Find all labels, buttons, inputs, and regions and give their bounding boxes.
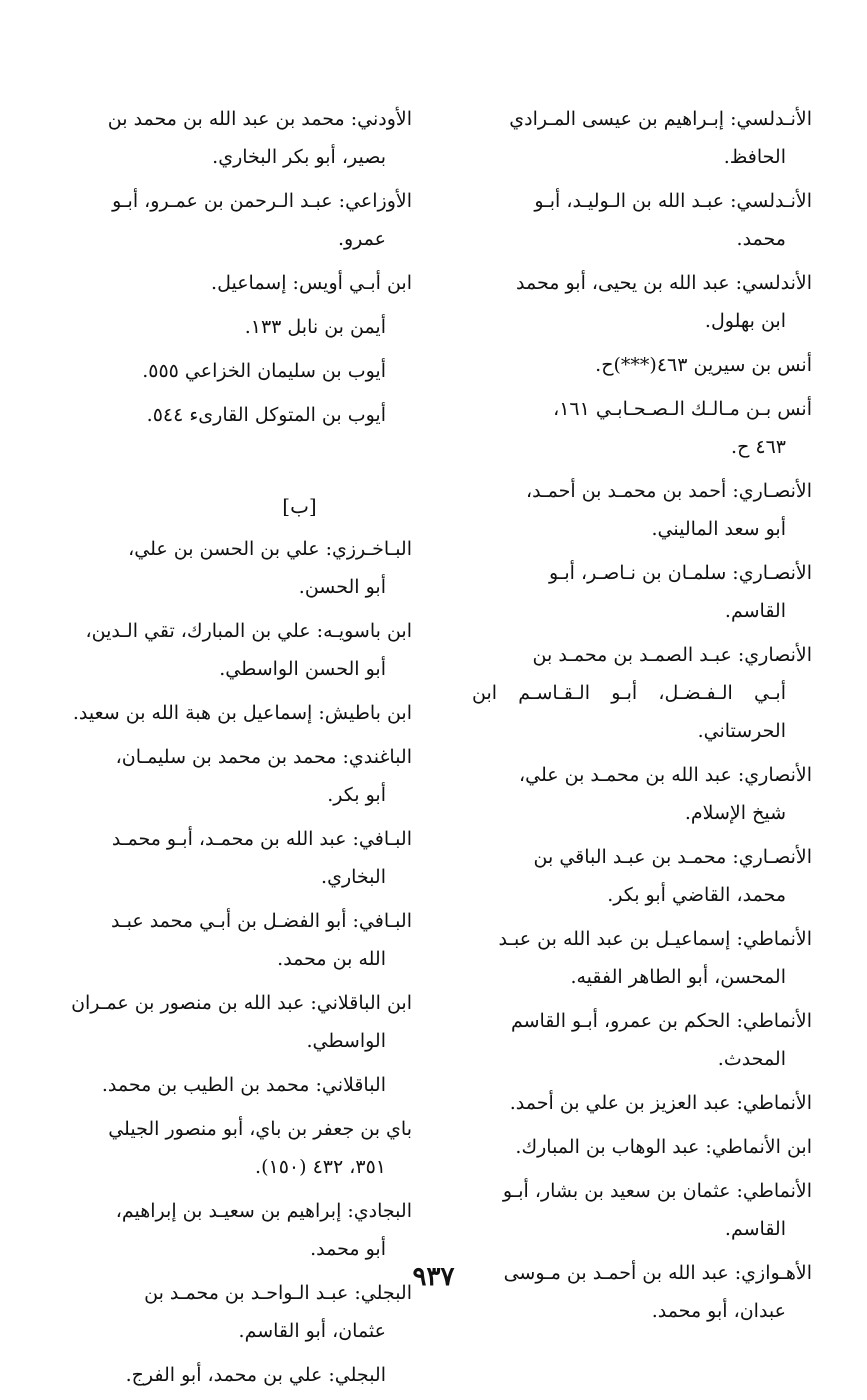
index-entry bbox=[67, 1066, 412, 1104]
index-entry bbox=[67, 100, 412, 176]
index-entry-continuation: محمد، القاضي أبو بكر. bbox=[607, 884, 786, 906]
index-entry bbox=[472, 1084, 812, 1122]
index-entry bbox=[472, 182, 812, 258]
index-entry bbox=[472, 756, 812, 832]
index-entry-head: الأنصـاري: محمـد بن عبـد الباقي بن bbox=[533, 846, 812, 868]
index-entry-continuation: أبو سعد الماليني. bbox=[651, 518, 786, 540]
index-entry-head: الأنـدلسي: عبـد الله بن الـوليـد، أبـو bbox=[534, 190, 812, 212]
index-entry-head: الأهـوازي: عبد الله بن أحمـد بن مـوسى bbox=[503, 1262, 812, 1284]
index-entry-head: ابن باطيش: إسماعيل بن هبة الله بن سعيد. bbox=[72, 702, 412, 724]
index-entry bbox=[472, 554, 812, 630]
index-entry-head: الأنماطي: عبد العزيز بن علي بن أحمد. bbox=[509, 1092, 812, 1114]
index-entry-head: الأنصاري: عبـد الصمـد بن محمـد بن bbox=[532, 644, 812, 666]
index-entry-head: البجلي: عبـد الـواحـد بن محمـد بن bbox=[144, 1282, 412, 1304]
index-entry bbox=[472, 1172, 812, 1248]
index-entry-head: أنس بن سيرين ٤٦٣(***)ح. bbox=[595, 354, 812, 376]
index-entry bbox=[67, 264, 412, 302]
index-entry-continuation: ٣٥١، ٤٣٢ (١٥٠). bbox=[255, 1156, 386, 1178]
index-entry bbox=[472, 390, 812, 466]
section-letter-heading: [ب] bbox=[282, 494, 317, 518]
index-entry-continuation: القاسم. bbox=[724, 600, 786, 622]
index-entry bbox=[472, 1128, 812, 1166]
index-entry-head: الأوزاعي: عبـد الـرحمن بن عمـرو، أبـو bbox=[112, 190, 412, 212]
index-entry-head: البجلي: علي بن محمد، أبو الفرج. bbox=[125, 1364, 386, 1386]
index-entry-head: الأودني: محمد بن عبد الله بن محمد بن bbox=[107, 108, 412, 130]
index-entry-head: الأنصـاري: أحمد بن محمـد بن أحمـد، bbox=[525, 480, 812, 502]
index-entry-head: أيوب بن المتوكل القارىء ٥٤٤. bbox=[146, 404, 386, 426]
index-entry bbox=[67, 902, 412, 978]
index-column-left bbox=[67, 100, 412, 1400]
index-entry bbox=[67, 984, 412, 1060]
index-entry-head: ابن الأنماطي: عبد الوهاب بن المبارك. bbox=[515, 1136, 812, 1158]
index-entry-continuation: الله بن محمد. bbox=[277, 948, 386, 970]
index-entry-head: البـاخـرزي: علي بن الحسن بن علي، bbox=[128, 538, 412, 560]
index-entry bbox=[67, 308, 412, 346]
index-entry-continuation: المحسن، أبو الطاهر الفقيه. bbox=[570, 966, 786, 988]
index-column-right bbox=[472, 100, 812, 1336]
index-column-left-top bbox=[67, 100, 412, 434]
index-entry bbox=[472, 100, 812, 176]
index-entry bbox=[67, 694, 412, 732]
index-entry-continuation: عثمان، أبو القاسم. bbox=[238, 1320, 386, 1342]
index-entry-head: الأندلسي: عبد الله بن يحيى، أبو محمد bbox=[516, 272, 812, 294]
index-entry bbox=[472, 346, 812, 384]
index-entry-head: الأنـدلسي: إبـراهيم بن عيسى المـرادي bbox=[509, 108, 812, 130]
index-entry-continuation: عمرو. bbox=[337, 228, 386, 250]
index-entry bbox=[472, 838, 812, 914]
index-entry-head: ابن الباقلاني: عبد الله بن منصور بن عمـران bbox=[71, 992, 412, 1014]
index-entry bbox=[67, 1192, 412, 1268]
index-entry-continuation: شيخ الإسلام. bbox=[684, 802, 786, 824]
index-entry bbox=[67, 738, 412, 814]
index-entry bbox=[67, 396, 412, 434]
index-entry-head: أنس بـن مـالـك الـصـحـابـي ١٦١، bbox=[553, 398, 812, 420]
index-entry-continuation: الواسطي. bbox=[306, 1030, 386, 1052]
index-entry-head: الباقلاني: محمد بن الطيب بن محمد. bbox=[101, 1074, 386, 1096]
index-entry-head: الأنصـاري: سلمـان بن نـاصـر، أبـو bbox=[548, 562, 812, 584]
index-entry bbox=[472, 1002, 812, 1078]
index-entry-continuation: الحافظ. bbox=[723, 146, 786, 168]
index-entry-continuation: المحدث. bbox=[717, 1048, 786, 1070]
index-entry bbox=[67, 1110, 412, 1186]
index-entry-head: البجادي: إبراهيم بن سعيـد بن إبراهيم، bbox=[115, 1200, 412, 1222]
index-entry-head: أيمن بن نابل ١٣٣. bbox=[244, 316, 386, 338]
index-entry-continuation: البخاري. bbox=[321, 866, 386, 888]
index-entry-head: باي بن جعفر بن باي، أبو منصور الجيلي bbox=[108, 1118, 412, 1140]
index-entry-head: الأنصاري: عبد الله بن محمـد بن علي، bbox=[518, 764, 812, 786]
index-entry-continuation: أبو الحسن الواسطي. bbox=[219, 658, 386, 680]
index-entry bbox=[472, 920, 812, 996]
index-entry-continuation: أبو بكر. bbox=[327, 784, 386, 806]
index-entry-continuation: أبو محمد. bbox=[310, 1238, 386, 1260]
index-entry bbox=[67, 530, 412, 606]
index-entry-continuation: عبدان، أبو محمد. bbox=[651, 1300, 786, 1322]
index-entry bbox=[67, 182, 412, 258]
index-entry-continuation: القاسم. bbox=[724, 1218, 786, 1240]
index-entry-continuation: ٤٦٣ ح. bbox=[731, 436, 786, 458]
index-entry-head: البـافي: أبو الفضـل بن أبـي محمد عبـد bbox=[111, 910, 412, 932]
index-entry bbox=[67, 352, 412, 390]
index-entry bbox=[67, 820, 412, 896]
index-entry-head: الأنماطي: إسماعيـل بن عبد الله بن عبـد bbox=[498, 928, 812, 950]
index-entry bbox=[472, 264, 812, 340]
index-entry-continuation: أبو الحسن. bbox=[298, 576, 386, 598]
index-entry-continuation: ابن بهلول. bbox=[704, 310, 786, 332]
index-entry-head: أيوب بن سليمان الخزاعي ٥٥٥. bbox=[142, 360, 386, 382]
index-entry-continuation: أبـي الـفـضـل، أبـو الـقـاسـم ابن الحرستاني. bbox=[472, 682, 786, 742]
index-entry-head: البـافي: عبد الله بن محمـد، أبـو محمـد bbox=[111, 828, 412, 850]
index-entry-head: الباغندي: محمد بن محمد بن سليمـان، bbox=[115, 746, 412, 768]
index-entry-head: ابن أبـي أويس: إسماعيل. bbox=[211, 272, 412, 294]
index-entry-continuation: بصير، أبو بكر البخاري. bbox=[212, 146, 386, 168]
index-entry bbox=[472, 636, 812, 750]
index-entry-head: الأنماطي: الحكم بن عمرو، أبـو القاسم bbox=[510, 1010, 812, 1032]
index-entry-head: ابن باسويـه: علي بن المبارك، تقي الـدين، bbox=[85, 620, 412, 642]
index-entry bbox=[67, 612, 412, 688]
index-entry bbox=[472, 472, 812, 548]
index-entry-continuation: محمد. bbox=[736, 228, 786, 250]
index-entry-head: الأنماطي: عثمان بن سعيد بن بشار، أبـو bbox=[502, 1180, 812, 1202]
index-entry bbox=[67, 1356, 412, 1394]
page-number: ٩٣٧ bbox=[412, 1262, 455, 1292]
